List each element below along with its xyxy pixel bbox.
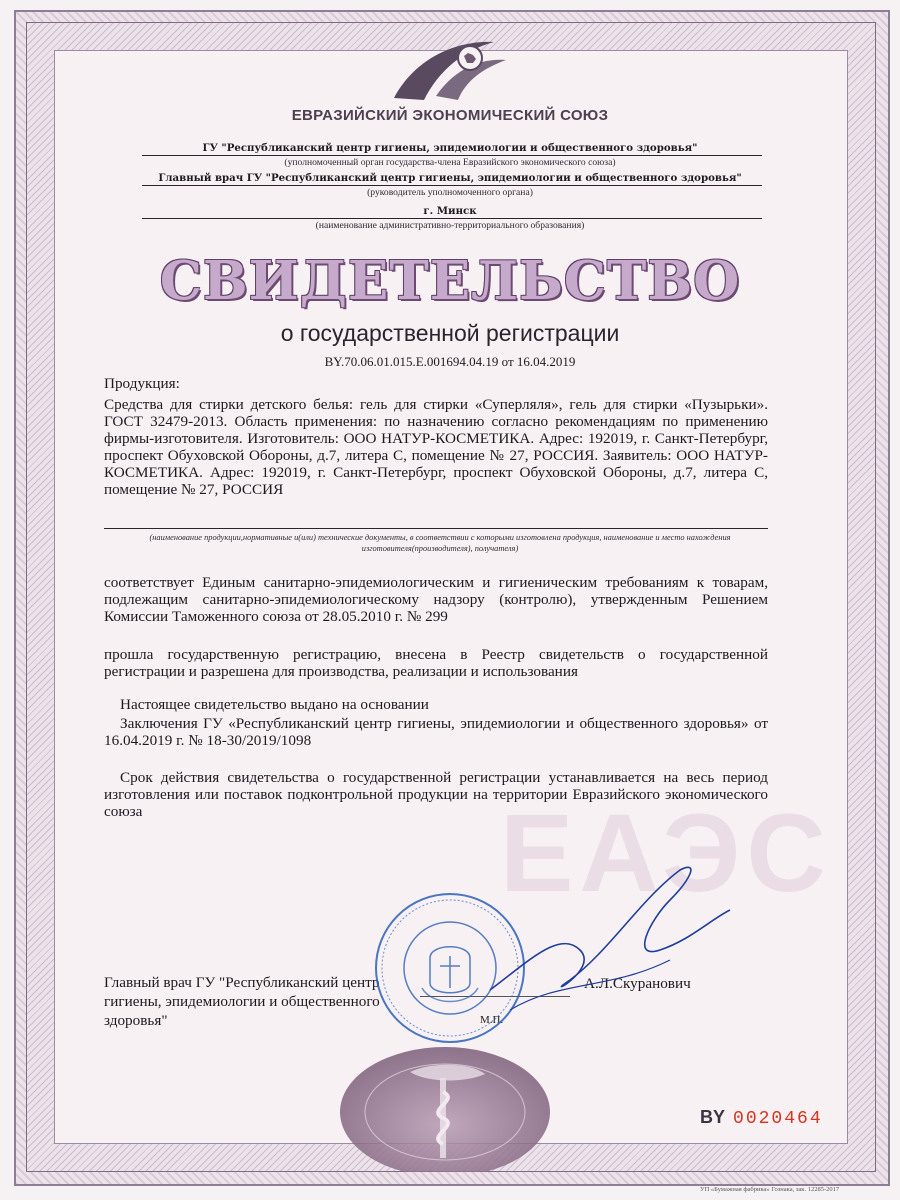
document-title: СВИДЕТЕЛЬСТВО bbox=[159, 250, 741, 312]
signatory-position-line-1: Главный врач ГУ "Республиканский центр bbox=[104, 974, 380, 991]
document-subtitle: о государственной регистрации bbox=[280, 320, 620, 346]
signatory-position-line-2: гигиены, эпидемиологии и общественного bbox=[104, 993, 380, 1010]
union-name: ЕВРАЗИЙСКИЙ ЭКОНОМИЧЕСКИЙ СОЮЗ bbox=[291, 107, 609, 124]
product-description: Средства для стирки детского белья: гель для стирки «Суперляля», гель для стирки «Пузырьки». ГОСТ 32479-2013. Область применения: по назначению согласно рекомендациям по применению фирмы-изготовителя. Изготовитель: ООО НАТУР-КОСМЕТИКА. Адрес: 192019, г. Санкт-Петербург, проспект Обуховской Обороны, д.7, литера С, помещение № 27, РОССИЯ. Заявитель: ООО НАТУР-КОСМЕТИКА. Адрес: 192019, г. Санкт-Петербург, проспект Обуховской Обороны, д.7, литера С, помещение № 27, РОССИЯ bbox=[104, 396, 768, 498]
divider bbox=[142, 185, 762, 186]
registration-text: прошла государственную регистрацию, внесена в Реестр свидетельств о государственной регистрации и разрешена для производства, реализации и использования bbox=[104, 646, 768, 680]
product-note: (наименование продукции,нормативные и(или) технические документы, в соответствии с которыми изготовлена продукция, наименование и место нахождения изготовителя(производителя), получателя) bbox=[149, 533, 731, 553]
divider bbox=[142, 155, 762, 156]
handwritten-signature-icon bbox=[470, 840, 770, 1040]
serial-prefix: BY bbox=[700, 1107, 726, 1127]
authority-note: (уполномоченный орган государства-члена Евразийского экономического союза) bbox=[284, 157, 616, 168]
printer-imprint: УП «Бумажная фабрика» Гознака, зак. 12285-2017 bbox=[700, 1186, 840, 1193]
serial-digits: 0020464 bbox=[733, 1109, 823, 1129]
basis-text: Заключения ГУ «Республиканский центр гигиены, эпидемиологии и общественного здоровья» от 16.04.2019 г. № 18-30/2019/1098 bbox=[104, 715, 768, 749]
eaeu-watermark: ЕАЭС bbox=[500, 792, 832, 915]
eaeu-emblem-icon bbox=[384, 20, 514, 110]
product-label: Продукция: bbox=[104, 375, 180, 392]
divider bbox=[104, 528, 768, 529]
signatory-name: А.Л.Скуранович bbox=[584, 975, 691, 992]
divider bbox=[142, 218, 762, 219]
validity-text: Срок действия свидетельства о государственной регистрации устанавливается на весь период изготовления или поставок подконтрольной продукции на территории Евразийского экономического союза bbox=[104, 769, 768, 820]
seal-label: М.П. bbox=[480, 1014, 504, 1026]
authority-name: ГУ "Республиканский центр гигиены, эпидемиологии и общественного здоровья" bbox=[202, 142, 698, 154]
registration-number: BY.70.06.01.015.E.001694.04.19 от 16.04.2019 bbox=[324, 354, 576, 369]
city-note: (наименование административно-территориального образования) bbox=[315, 220, 585, 231]
basis-intro: Настоящее свидетельство выдано на основании bbox=[120, 696, 429, 713]
serial-number bbox=[700, 1107, 823, 1129]
head-title: Главный врач ГУ "Республиканский центр гигиены, эпидемиологии и общественного здоровья" bbox=[158, 172, 742, 184]
compliance-text: соответствует Единым санитарно-эпидемиологическим и гигиеническим требованиям к товарам, подлежащим санитарно-эпидемиологическому надзору (контролю), утвержденным Решением Комиссии Таможенного союза от 28.05.2010 г. № 299 bbox=[104, 574, 768, 625]
signatory-position-line-3: здоровья" bbox=[104, 1012, 168, 1029]
city: г. Минск bbox=[423, 205, 477, 217]
head-note: (руководитель уполномоченного органа) bbox=[367, 187, 533, 198]
